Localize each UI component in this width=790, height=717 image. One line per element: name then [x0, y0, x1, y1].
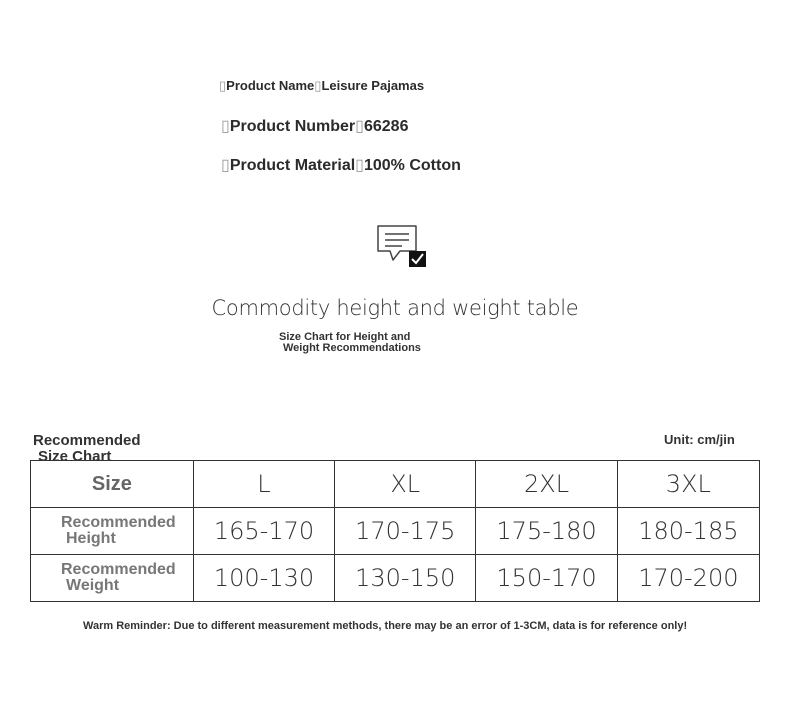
row-label-line1: Recommended — [61, 514, 176, 531]
product-number-label: Product Number — [229, 118, 356, 135]
subtitle-line2: Weight Recommendations — [283, 342, 421, 354]
box-glyph: ▯ — [221, 118, 230, 135]
table-subtitle — [279, 332, 421, 354]
box-glyph: ▯ — [355, 157, 364, 174]
product-number-line — [221, 116, 408, 136]
weight-cell: 170-200 — [617, 555, 759, 602]
height-cell: 165-170 — [193, 508, 334, 555]
box-glyph: ▯ — [221, 157, 230, 174]
size-cell-2xl: 2XL — [476, 461, 617, 508]
table-row — [31, 508, 760, 555]
height-cell: 180-185 — [617, 508, 759, 555]
weight-cell: 150-170 — [476, 555, 617, 602]
product-material-line — [221, 155, 461, 175]
product-name-label: Product Name — [226, 78, 315, 93]
unit-label: Unit: cm/jin — [664, 432, 735, 447]
height-header-cell — [31, 508, 194, 555]
product-material-value: 100% Cotton — [363, 157, 461, 174]
chart-label-line2: Size Chart — [38, 448, 112, 465]
weight-header-cell — [31, 555, 194, 602]
product-name-value: Leisure Pajamas — [321, 78, 425, 93]
message-check-icon — [376, 225, 430, 269]
product-material-label: Product Material — [229, 157, 356, 174]
product-name-line — [219, 78, 424, 94]
row-label-line1: Recommended — [61, 561, 176, 578]
height-cell: 170-175 — [335, 508, 476, 555]
chart-label-line1: Recommended — [33, 432, 141, 449]
size-table — [30, 460, 760, 602]
size-cell-xl: XL — [335, 461, 476, 508]
table-row — [31, 555, 760, 602]
height-cell: 175-180 — [476, 508, 617, 555]
box-glyph: ▯ — [314, 78, 322, 93]
box-glyph: ▯ — [355, 118, 364, 135]
weight-cell: 100-130 — [193, 555, 334, 602]
size-cell-3xl: 3XL — [617, 461, 759, 508]
size-cell-l: L — [193, 461, 334, 508]
table-title: Commodity height and weight table — [211, 296, 579, 320]
product-number-value: 66286 — [363, 118, 409, 135]
box-glyph: ▯ — [219, 78, 227, 93]
row-label-line2: Weight — [66, 577, 120, 594]
warm-reminder-text: Warm Reminder: Due to different measurement methods, there may be an error of 1-3CM, data is for reference only! — [83, 620, 688, 632]
subtitle-line1: Size Chart for Height and — [279, 331, 411, 343]
weight-cell: 130-150 — [335, 555, 476, 602]
table-row — [31, 461, 760, 508]
row-label-line2: Height — [66, 530, 116, 547]
size-header-cell: Size — [31, 461, 194, 508]
